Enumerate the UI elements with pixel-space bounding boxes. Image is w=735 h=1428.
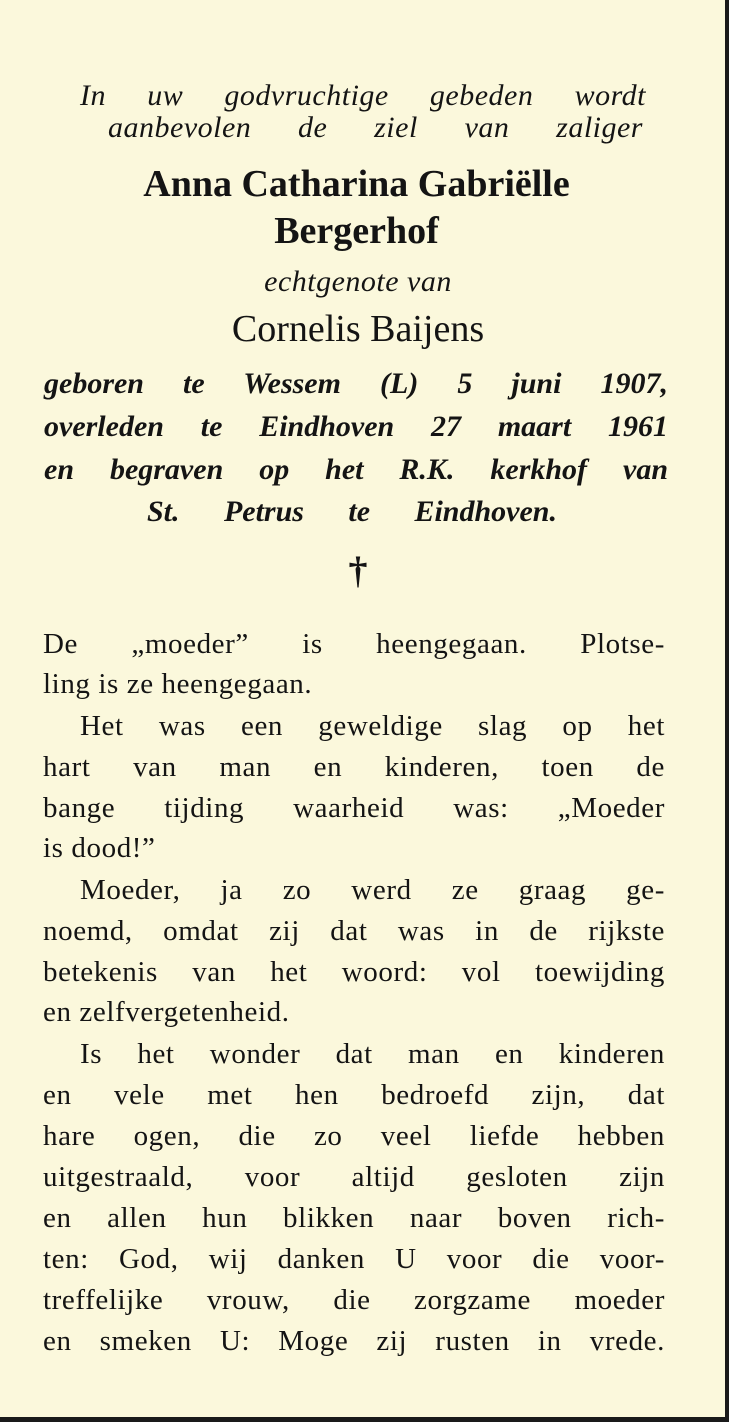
text-line-3: Het was een geweldige slag op het xyxy=(80,710,665,742)
text-line-5: bange tijding waarheid was: „Moeder xyxy=(43,792,665,824)
text-line-8: noemd, omdat zij dat was in de rijkste xyxy=(43,915,665,947)
spouse-label: echtgenote van xyxy=(264,265,452,298)
deceased-name-line-2: Bergerhof xyxy=(274,210,439,252)
dates-line-3: en begraven op het R.K. kerkhof van xyxy=(44,453,668,486)
text-line-15: en allen hun blikken naar boven rich- xyxy=(43,1202,665,1234)
text-line-6: is dood!” xyxy=(43,832,156,864)
text-line-18: en smeken U: Moge zij rusten in vrede. xyxy=(43,1325,665,1357)
deceased-name-line-1: Anna Catharina Gabriëlle xyxy=(143,163,570,205)
text-line-14: uitgestraald, voor altijd gesloten zijn xyxy=(43,1161,665,1193)
text-line-10: en zelfvergetenheid. xyxy=(43,996,290,1028)
text-line-13: hare ogen, die zo veel liefde hebben xyxy=(43,1120,665,1152)
text-line-4: hart van man en kinderen, toen de xyxy=(43,751,665,783)
text-line-7: Moeder, ja zo werd ze graag ge- xyxy=(80,874,665,906)
cross-icon: † xyxy=(348,550,368,592)
text-line-12: en vele met hen bedroefd zijn, dat xyxy=(43,1079,665,1111)
dates-line-4: St. Petrus te Eindhoven. xyxy=(147,495,557,528)
spouse-name: Cornelis Baijens xyxy=(231,308,485,350)
text-line-11: Is het wonder dat man en kinderen xyxy=(80,1038,665,1070)
text-line-9: betekenis van het woord: vol toewijding xyxy=(43,956,665,988)
dates-line-2: overleden te Eindhoven 27 maart 1961 xyxy=(44,410,668,443)
text-line-2: ling is ze heengegaan. xyxy=(43,668,313,700)
intro-line-1: In uw godvruchtige gebeden wordt xyxy=(80,79,646,112)
intro-line-2: aanbevolen de ziel van zaliger xyxy=(108,111,643,144)
text-line-1: De „moeder” is heengegaan. Plotse- xyxy=(43,628,665,660)
text-line-16: ten: God, wij danken U voor die voor- xyxy=(43,1243,665,1275)
dates-line-1: geboren te Wessem (L) 5 juni 1907, xyxy=(44,367,668,400)
text-line-17: treffelijke vrouw, die zorgzame moeder xyxy=(43,1284,665,1316)
